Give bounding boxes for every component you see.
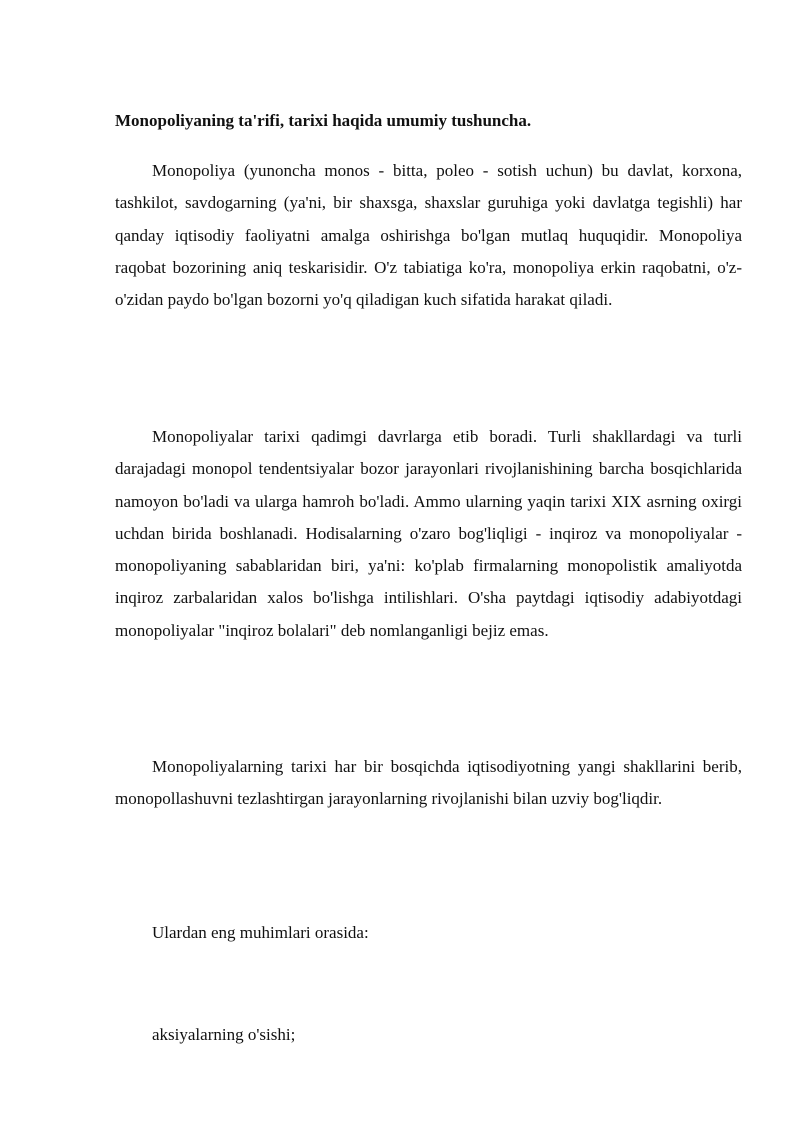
paragraph-stages: Monopoliyalarning tarixi har bir bosqichda iqtisodiyotning yangi shakllarini berib, monopollashuvni tezlashtirgan jarayonlarning rivojlanishi bilan uzviy bog'liqdir. (115, 757, 742, 809)
paragraph-list-item: aksiyalarning o'sishi; (152, 1025, 296, 1044)
paragraph-list-intro: Ulardan eng muhimlari orasida: (152, 923, 369, 942)
paragraph-definition: Monopoliya (yunoncha monos - bitta, poleo - sotish uchun) bu davlat, korxona, tashkilot, savdogarning (ya'ni, bir shaxsga, shaxslar guruhiga yoki davlatga tegishli) har qanday iqtisodiy faoliyatni amalga oshirishga bo'lgan mutlaq huquqidir. Monopoliya raqobat bozorining aniq teskarisidir. O'z tabiatiga ko'ra, monopoliya erkin raqobatni, o'z-o'zidan paydo bo'lgan bozorni yo'q qiladigan kuch sifatida harakat qiladi. (115, 161, 742, 310)
paragraph-history: Monopoliyalar tarixi qadimgi davrlarga etib boradi. Turli shakllardagi va turli darajadagi monopol tendentsiyalar bozor jarayonlari rivojlanishining barcha bosqichlarida namoyon bo'ladi va ularga hamroh bo'ladi. Ammo ularning yaqin tarixi XIX asrning oxirgi uchdan birida boshlanadi. Hodisalarning o'zaro bog'liqligi - inqiroz va monopoliyalar - monopoliyaning sabablaridan biri, ya'ni: ko'plab firmalarning monopolistik amaliyotda inqiroz zarbalaridan xalos bo'lishga intilishlari. O'sha paytdagi iqtisodiy adabiyotdagi monopoliyalar "inqiroz bolalari" deb nomlanganligi bejiz emas. (115, 427, 742, 640)
document-title: Monopoliyaning ta'rifi, tarixi haqida umumiy tushuncha. (115, 111, 532, 130)
